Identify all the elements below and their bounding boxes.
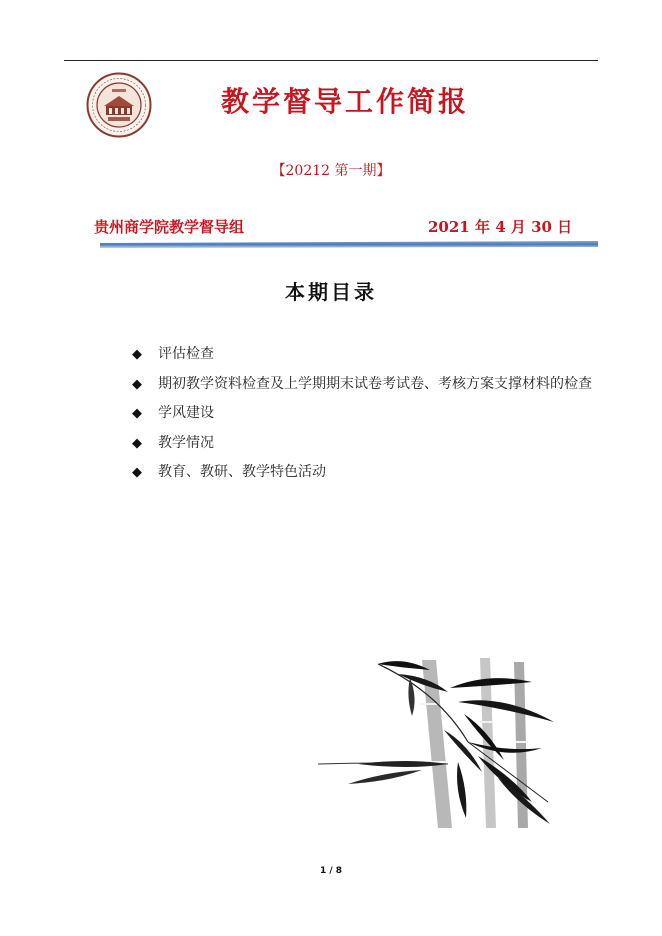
publication-date: 2021 年 4 月 30 日 [428,218,573,236]
toc-item-label: 评估检查 [158,346,214,362]
diamond-bullet-icon: ◆ [132,347,142,362]
toc-item [132,429,602,459]
bamboo-ink-painting-icon [318,652,568,832]
header-rule [64,60,598,61]
toc-item [132,458,602,488]
toc-item-label: 学风建设 [158,405,214,421]
diamond-bullet-icon: ◆ [132,406,142,421]
toc-item [132,340,602,370]
toc-item [132,399,602,429]
organization-name: 贵州商学院教学督导组 [94,218,245,236]
diamond-bullet-icon: ◆ [132,465,142,480]
toc-title: 本期目录 [285,280,377,304]
diamond-bullet-icon: ◆ [132,435,142,451]
issue-number: 【20212 第一期】 [271,163,391,179]
diamond-bullet-icon: ◆ [132,376,142,392]
toc-item-label: 教学情况 [158,434,214,451]
page-title: 教学督导工作简报 [220,85,469,118]
toc-item-label: 期初教学资料检查及上学期期末试卷考试卷、考核方案支撑材料的检查 [158,375,592,392]
page-number: 1 / 8 [319,866,343,876]
header-divider-band [100,241,598,249]
toc-item-label: 教育、教研、教学特色活动 [158,464,326,480]
toc-item [132,370,602,400]
university-seal-icon [86,72,152,138]
toc-list [132,340,602,488]
